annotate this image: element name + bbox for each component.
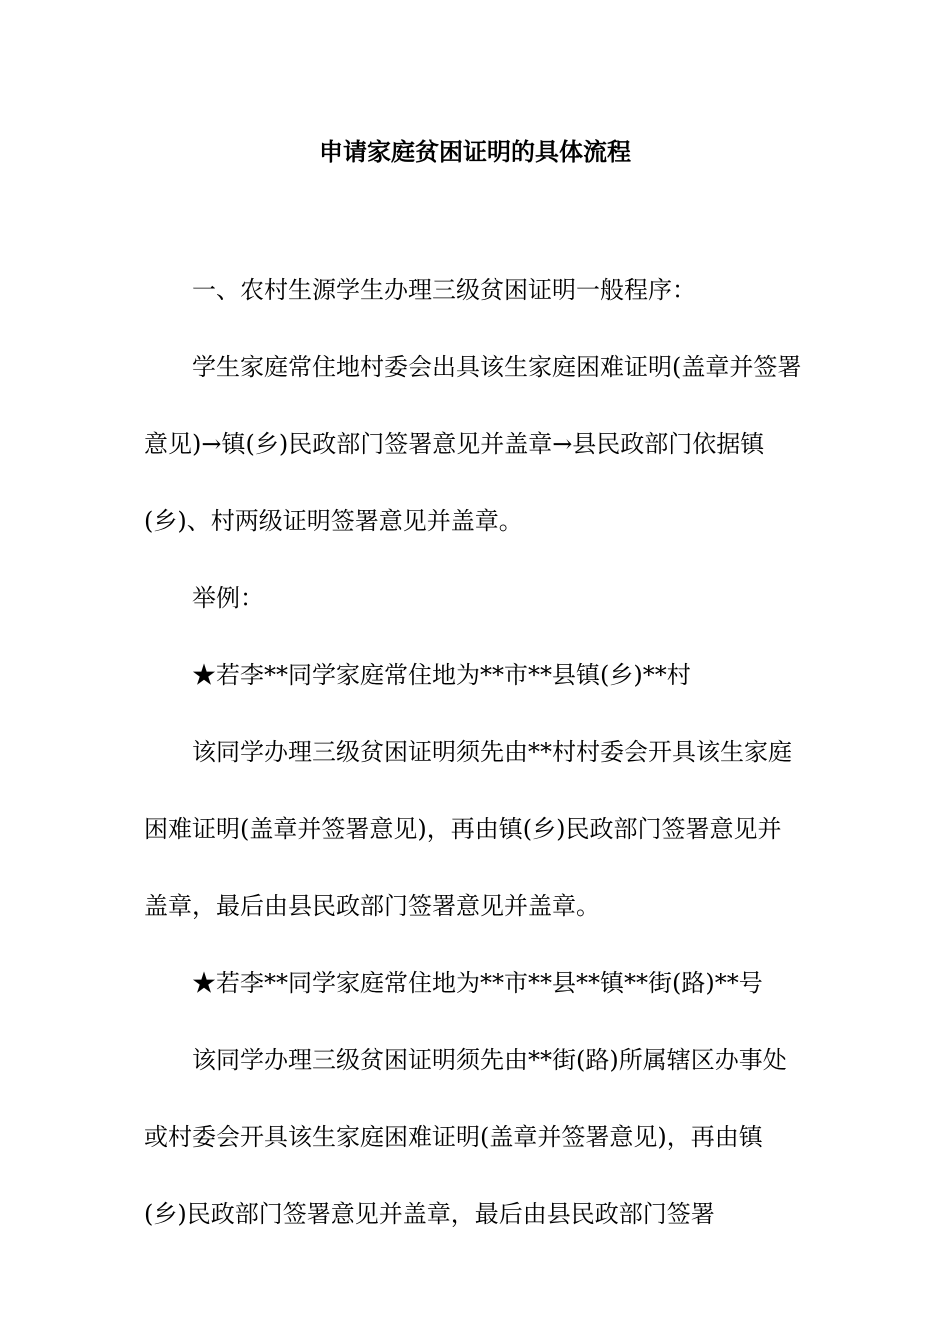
body-line: 一、农村生源学生办理三级贫困证明一般程序： [192, 276, 696, 304]
body-line: (乡)、村两级证明签署意见并盖章。 [144, 507, 523, 535]
body-line: 该同学办理三级贫困证明须先由**村村委会开具该生家庭 [192, 738, 792, 766]
body-line: 举例： [192, 584, 264, 612]
body-line: 困难证明(盖章并签署意见)，再由镇(乡)民政部门签署意见并 [144, 815, 782, 843]
document-title: 申请家庭贫困证明的具体流程 [319, 138, 631, 166]
body-line: ★若李**同学家庭常住地为**市**县镇(乡)**村 [192, 661, 691, 689]
body-line: 或村委会开具该生家庭困难证明(盖章并签署意见)，再由镇 [144, 1123, 763, 1151]
body-line: 学生家庭常住地村委会出具该生家庭困难证明(盖章并签署 [192, 353, 802, 381]
document-body [144, 252, 809, 1253]
body-line: (乡)民政部门签署意见并盖章，最后由县民政部门签署 [144, 1200, 715, 1228]
body-line: 该同学办理三级贫困证明须先由**街(路)所属辖区办事处 [192, 1046, 787, 1074]
body-line: 盖章，最后由县民政部门签署意见并盖章。 [144, 892, 600, 920]
body-line: 意见)→镇(乡)民政部门签署意见并盖章→县民政部门依据镇 [144, 430, 765, 458]
body-line: ★若李**同学家庭常住地为**市**县**镇**街(路)**号 [192, 969, 763, 997]
